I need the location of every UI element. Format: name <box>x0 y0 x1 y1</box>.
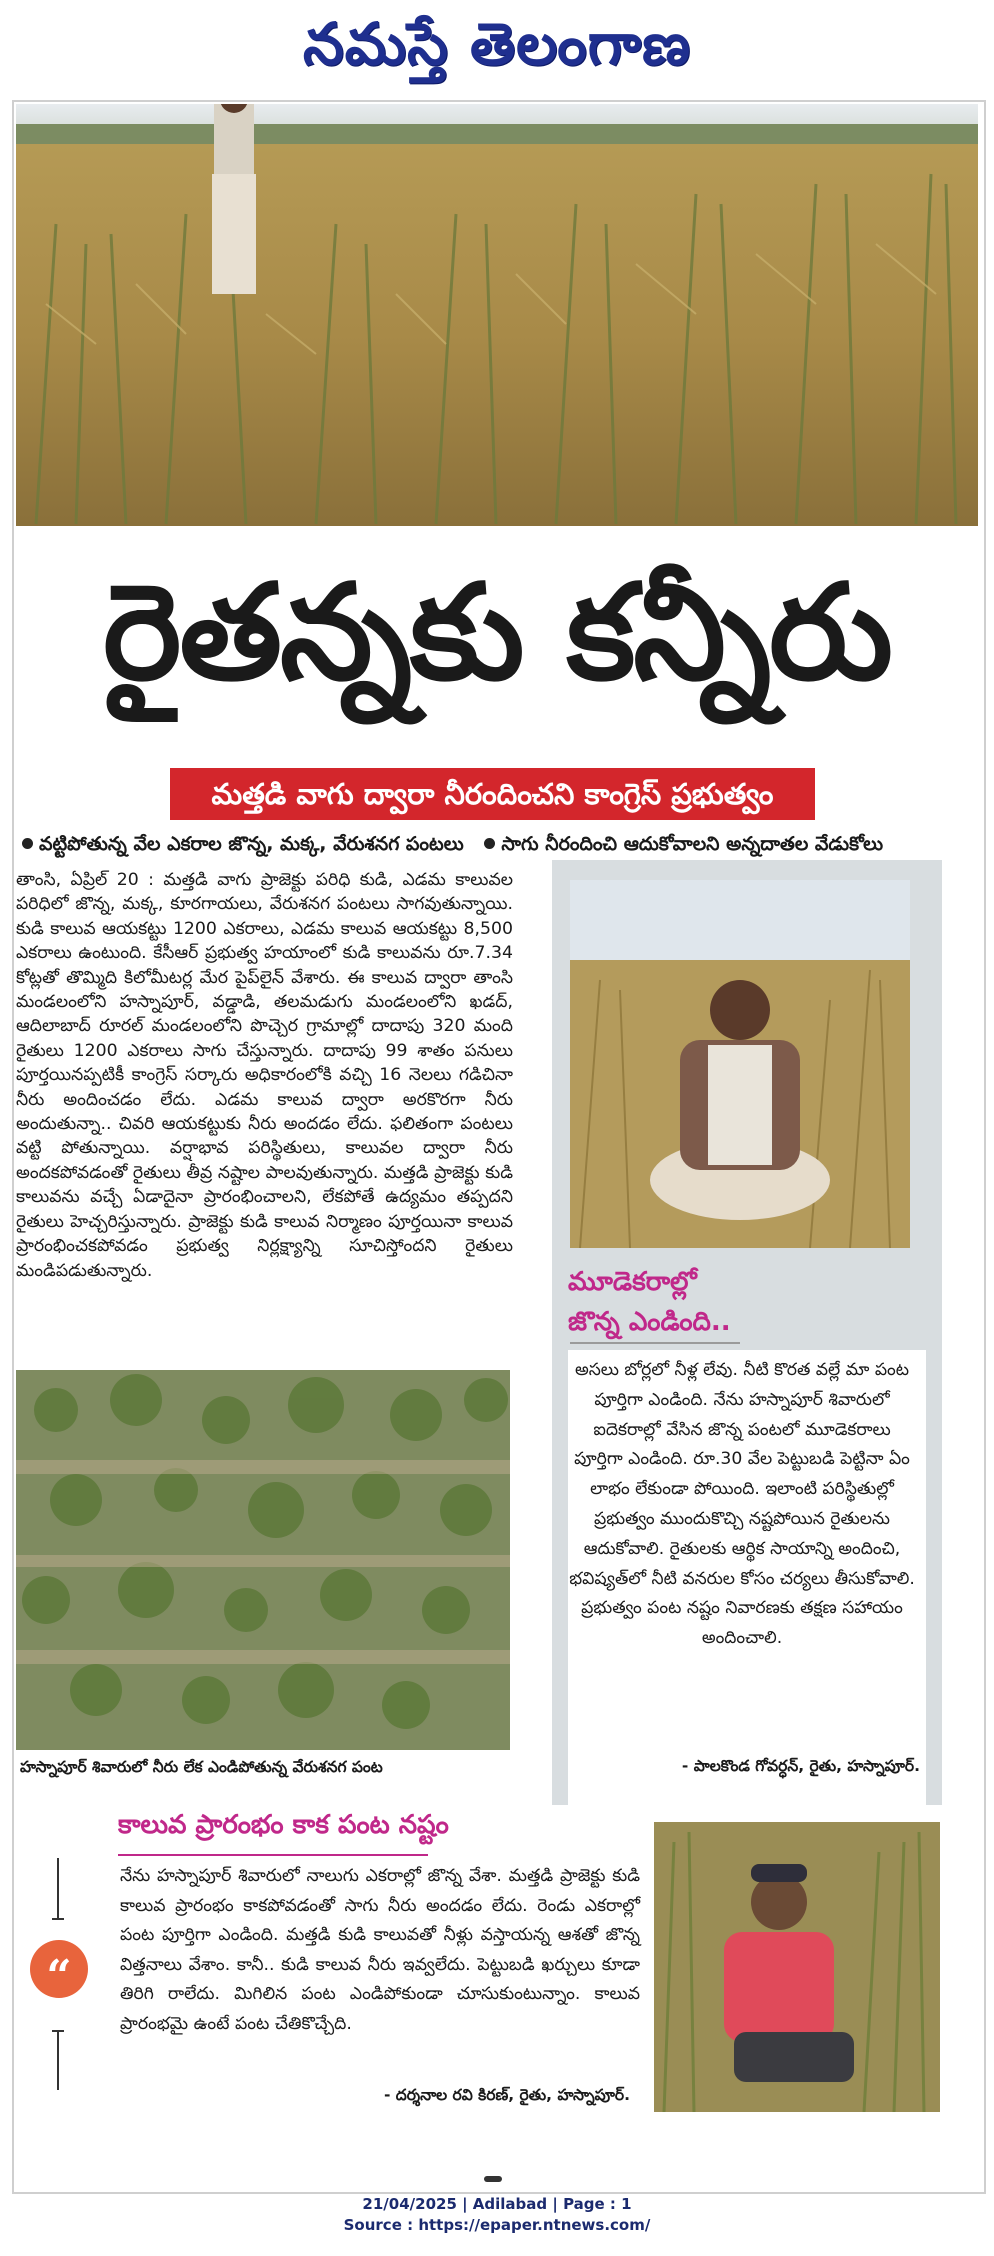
divider-tick <box>52 1918 64 1920</box>
subheadline-banner: మత్తడి వాగు ద్వారా నీరందించని కాంగ్రెస్ ప్రభుత్వం <box>170 768 815 820</box>
farmer-portrait-2 <box>654 1822 940 2112</box>
sidebar-heading-line2: జొన్న ఎండింది.. <box>568 1307 731 1337</box>
bullet-dot-icon <box>22 838 33 849</box>
section2-quote: నేను హస్నాపూర్ శివారులో నాలుగు ఎకరాల్లో జొన్న వేశా. మత్తడి ప్రాజెక్టు కుడి కాలువ ప్రారంభం కాకపోవడంతో సాగు నీరు అందడం లేదు. రెండు ఎకరాల్లో పంట పూర్తిగా ఎండింది. మత్తడి కుడి కాలువతో నీళ్లు వస్తాయన్న ఆశతో జొన్న విత్తనాలు వేశాం. కానీ.. కుడి కాలువ నీరు ఇవ్వలేదు. పెట్టుబడి ఖర్చులు కూడా తిరిగి రాలేదు. మిగిలిన పంట ఎండిపోకుండా చూసుకుంటున్నాం. కాలువ ప్రారంభమై ఉంటే పంట చేతికొచ్చేది. <box>120 1866 640 2034</box>
groundnut-photo <box>16 1370 510 1750</box>
footer-date-edition: 21/04/2025 | Adilabad | Page : 1 <box>362 2195 632 2213</box>
masthead-title: నమస్తే తెలంగాణ <box>303 10 691 78</box>
footer-mark <box>484 2176 502 2182</box>
sidebar-heading <box>568 1262 926 1342</box>
headline <box>20 548 974 718</box>
farmer-figure <box>212 104 256 294</box>
footer <box>0 2194 994 2236</box>
masthead <box>0 0 994 88</box>
sidebar-byline: - పాలకొండ గోవర్ధన్, రైతు, హస్నాపూర్. <box>681 1757 920 1775</box>
section2-heading: కాలువ ప్రారంభం కాక పంట నష్టం <box>118 1810 449 1840</box>
photo-caption: హస్నాపూర్ శివారులో నీరు లేక ఎండిపోతున్న వేరుశనగ పంట <box>20 1758 383 1776</box>
farmer-portrait-1 <box>570 880 910 1248</box>
bullet-points <box>16 826 986 862</box>
bullet-1: వట్టిపోతున్న వేల ఎకరాల జొన్న, మక్క, వేరుశనగ పంటలు <box>39 833 464 855</box>
section2-rule <box>118 1854 428 1856</box>
quote-mark-icon: “ <box>30 1940 88 1998</box>
divider-line-bottom <box>57 2030 59 2090</box>
article-body: తాంసి, ఏప్రిల్ 20 : మత్తడి వాగు ప్రాజెక్టు పరిధి కుడి, ఎడమ కాలువల పరిధిలో జొన్న, మక్క, కూరగాయలు, వేరుశనగ పంటలు సాగవుతున్నాయి. కుడి కాలువ ఆయకట్టు 1200 ఎకరాలు, ఎడమ కాలువ ఆయకట్టు 8,500 ఎకరాలు ఉంటుంది. కేసీఆర్ ప్రభుత్వ హయాంలో కుడి కాలువను రూ.7.34 కోట్లతో తొమ్మిది కిలోమీటర్ల మేర పైప్‌లైన్ వేశారు. ఈ కాలువ ద్వారా తాంసి మండలంలోని హస్నాపూర్, వడ్డాడి, తలమడుగు మండలంలోని ఖడద్, ఆదిలాబాద్ రూరల్ మండలంలోని పొచ్చెర గ్రామాల్లో దాదాపు 320 మంది రైతులు 1200 ఎకరాలు సాగు చేస్తున్నారు. దాదాపు 99 శాతం పనులు పూర్తయినప్పటికీ కాంగ్రెస్ సర్కారు అధికారంలోకి వచ్చి 16 నెలలు గడిచినా నీరు అందించడం లేదు. ఎడమ కాలువ ద్వారా అరకొరగా నీరు అందుతున్నా.. చివరి ఆయకట్టుకు నీరు అందడం లేదు. ఫలితంగా పంటలు వట్టి పోతున్నాయి. వర్షాభావ పరిస్థితులు, కాలువల ద్వారా నీరు అందకపోవడంతో రైతులు తీవ్ర నష్టాల పాలవుతున్నారు. మత్తడి ప్రాజెక్టు కుడి కాలువను వచ్చే ఏడాదైనా ప్రారంభించాలని, లేకపోతే ఉద్యమం తప్పదని రైతులు హెచ్చరిస్తున్నారు. ప్రాజెక్టు కుడి కాలువ నిర్మాణం పూర్తయినా కాలువ ప్రారంభించకపోవడం ప్రభుత్వ నిర్లక్ష్యాన్ని సూచిస్తోందని రైతులు మండిపడుతున్నారు. <box>16 870 513 1281</box>
sidebar-quote: అసలు బోర్లలో నీళ్ల లేవు. నీటి కొరత వల్లే మా పంట పూర్తిగా ఎండింది. నేను హస్నాపూర్ శివారులో ఐదెకరాల్లో వేసిన జొన్న పంటలో మూడెకరాలు పూర్తిగా ఎండింది. రూ.30 వేల పెట్టుబడి పెట్టినా ఏం లాభం లేకుండా పోయింది. ఇలాంటి పరిస్థితుల్లో ప్రభుత్వం ముందుకొచ్చి నష్టపోయిన రైతులను ఆదుకోవాలి. రైతులకు ఆర్థిక సాయాన్ని అందించి, భవిష్యత్‌లో నీటి వనరుల కోసం చర్యలు తీసుకోవాలి. ప్రభుత్వం పంట నష్టం నివారణకు తక్షణ సహాయం అందించాలి. <box>569 1360 915 1649</box>
sidebar-rule <box>570 1342 740 1344</box>
section2-byline: - దర్శనాల రవి కిరణ్, రైతు, హస్నాపూర్. <box>383 2086 630 2104</box>
sidebar-heading-line1: మూడెకరాల్లో <box>568 1267 697 1297</box>
footer-source: Source : https://epaper.ntnews.com/ <box>343 2216 651 2234</box>
headline-text: రైతన్నకు కన్నీరు <box>103 556 891 710</box>
divider-line-top <box>57 1858 59 1918</box>
bullet-dot-icon <box>484 838 495 849</box>
bullet-2: సాగు నీరందించి ఆదుకోవాలని అన్నదాతల వేడుకోలు <box>501 833 884 855</box>
top-photo <box>16 104 978 526</box>
